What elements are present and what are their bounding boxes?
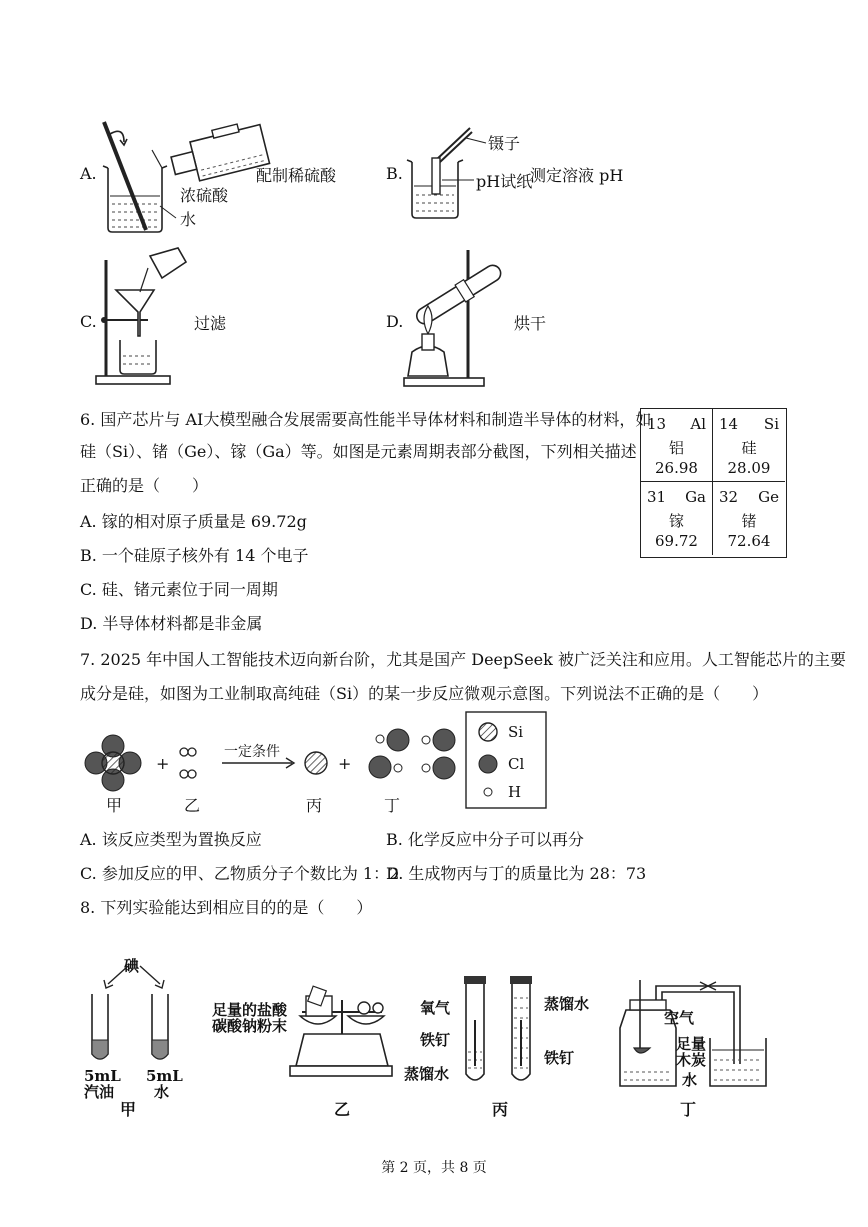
legend-si-label: Si (508, 723, 524, 741)
q7-label-jia: 甲 (106, 796, 123, 815)
element-number: 31 (647, 488, 667, 506)
element-cell-si (713, 409, 785, 482)
q8-stem: 8. 下列实验能达到相应目的的是（ ） (80, 898, 373, 917)
q5-figures (0, 0, 868, 400)
q8-ding-caption: 丁 (680, 1100, 697, 1119)
q7-option-d: D. 生成物丙与丁的质量比为 28：73 (386, 864, 647, 883)
reaction-legend (466, 712, 546, 808)
legend-cl-label: Cl (508, 755, 525, 773)
q8-yi-powder-label: 碳酸钠粉末 (212, 1017, 288, 1035)
element-mass: 26.98 (655, 459, 698, 477)
element-number: 14 (719, 415, 739, 433)
q5-option-c-caption: 过滤 (194, 314, 227, 333)
molecule-bing (305, 752, 327, 774)
q8-bing-oxygen-label: 氧气 (420, 999, 451, 1017)
q5-option-b-paper-label: pH试纸 (476, 172, 533, 191)
q5-option-b-caption: 测定溶液 pH (530, 166, 624, 185)
q7-stem-line2: 成分是硅，如图为工业制取高纯硅（Si）的某一步反应微观示意图。下列说法不正确的是（ ） (80, 684, 769, 703)
q8-bing-caption: 丙 (492, 1100, 509, 1119)
q7-plus-2: + (338, 754, 352, 773)
q5-c-figure (96, 248, 186, 384)
q8-bing-nail-left-label: 铁钉 (420, 1031, 451, 1049)
element-cell-al (641, 409, 713, 482)
element-cell-ga (641, 482, 713, 555)
q8-jia-iodine-label: 碘 (124, 957, 140, 975)
element-number: 13 (647, 415, 667, 433)
q8-yi-figure (290, 986, 392, 1076)
q6-option-b: B. 一个硅原子核外有 14 个电子 (80, 546, 309, 565)
element-mass: 72.64 (727, 532, 771, 550)
q5-option-a-caption: 配制稀硫酸 (256, 166, 337, 185)
q5-option-b-tweezers-label: 镊子 (488, 134, 521, 153)
q8-ding-water-label: 水 (682, 1071, 698, 1089)
q8-ding-charcoal-label-2: 木炭 (676, 1051, 707, 1069)
element-name: 铝 (668, 439, 684, 457)
q5-option-d-letter: D. (386, 312, 404, 331)
q8-jia-caption: 甲 (120, 1100, 137, 1119)
element-mass: 28.09 (727, 459, 771, 477)
q8-jia-left-volume: 5mL (84, 1067, 121, 1085)
q8-bing-figure (464, 976, 532, 1080)
q5-option-a-water-label: 水 (180, 210, 197, 229)
q5-option-a-letter: A. (80, 164, 97, 183)
molecule-yi (180, 748, 196, 778)
q6-option-d: D. 半导体材料都是非金属 (80, 614, 263, 633)
q5-d-figure (404, 250, 505, 386)
element-mass: 69.72 (655, 532, 698, 550)
q8-jia-figure (92, 966, 168, 1059)
q7-stem-line1: 7. 2025 年中国人工智能技术迈向新台阶，尤其是国产 DeepSeek 被广泛关注和应用。人工智能芯片的主要 (80, 650, 846, 669)
element-symbol: Al (690, 415, 706, 433)
q5-option-d-caption: 烘干 (514, 314, 547, 333)
q8-jia-right-solvent: 水 (154, 1083, 170, 1101)
q7-plus-1: + (156, 754, 170, 773)
element-name: 硅 (741, 439, 757, 457)
q8-ding-air-label: 空气 (664, 1009, 695, 1027)
q7-label-ding: 丁 (384, 796, 401, 815)
q5-option-c-letter: C. (80, 312, 97, 331)
q7-label-bing: 丙 (306, 796, 323, 815)
periodic-table-excerpt (640, 408, 787, 558)
element-symbol: Ga (685, 488, 706, 506)
element-cell-ge (713, 482, 785, 555)
q8-jia-left-solvent: 汽油 (84, 1083, 115, 1101)
q8-yi-caption: 乙 (334, 1100, 351, 1119)
q8-yi-acid-label: 足量的盐酸 (212, 1001, 288, 1019)
q7-reaction-condition: 一定条件 (224, 744, 280, 760)
element-symbol: Ge (758, 488, 779, 506)
q7-option-a: A. 该反应类型为置换反应 (80, 830, 262, 849)
q6-stem-line1: 6. 国产芯片与 AI大模型融合发展需要高性能半导体材料和制造半导体的材料，如 (80, 410, 652, 429)
element-name: 镓 (668, 512, 684, 530)
q6-stem-line3: 正确的是（ ） (80, 476, 209, 495)
q8-bing-water-right-label: 蒸馏水 (544, 995, 590, 1013)
element-name: 锗 (741, 512, 757, 530)
element-symbol: Si (763, 415, 779, 433)
legend-h-label: H (508, 783, 522, 801)
page-footer: 第 2 页，共 8 页 (381, 1160, 487, 1176)
q5-option-b-letter: B. (386, 164, 403, 183)
q8-ding-charcoal-label-1: 足量 (676, 1035, 707, 1053)
q5-b-figure (407, 128, 486, 218)
q8-jia-right-volume: 5mL (146, 1067, 183, 1085)
q8-bing-nail-right-label: 铁钉 (544, 1049, 575, 1067)
q5-option-a-acid-label: 浓硫酸 (180, 186, 229, 205)
element-number: 32 (719, 488, 739, 506)
q6-option-c: C. 硅、锗元素位于同一周期 (80, 580, 278, 599)
q7-option-c: C. 参加反应的甲、乙物质分子个数比为 1：2 (80, 864, 400, 883)
molecule-ding (369, 729, 455, 779)
q7-reaction-diagram (70, 708, 550, 810)
q7-label-yi: 乙 (184, 796, 201, 815)
q6-stem-line2: 硅（Si）、锗（Ge）、镓（Ga）等。如图是元素周期表部分截图，下列相关描述 (80, 442, 637, 461)
molecule-jia (85, 735, 141, 791)
q6-option-a: A. 镓的相对原子质量是 69.72g (80, 512, 307, 531)
q8-bing-water-left-label: 蒸馏水 (404, 1065, 450, 1083)
q7-option-b: B. 化学反应中分子可以再分 (386, 830, 584, 849)
